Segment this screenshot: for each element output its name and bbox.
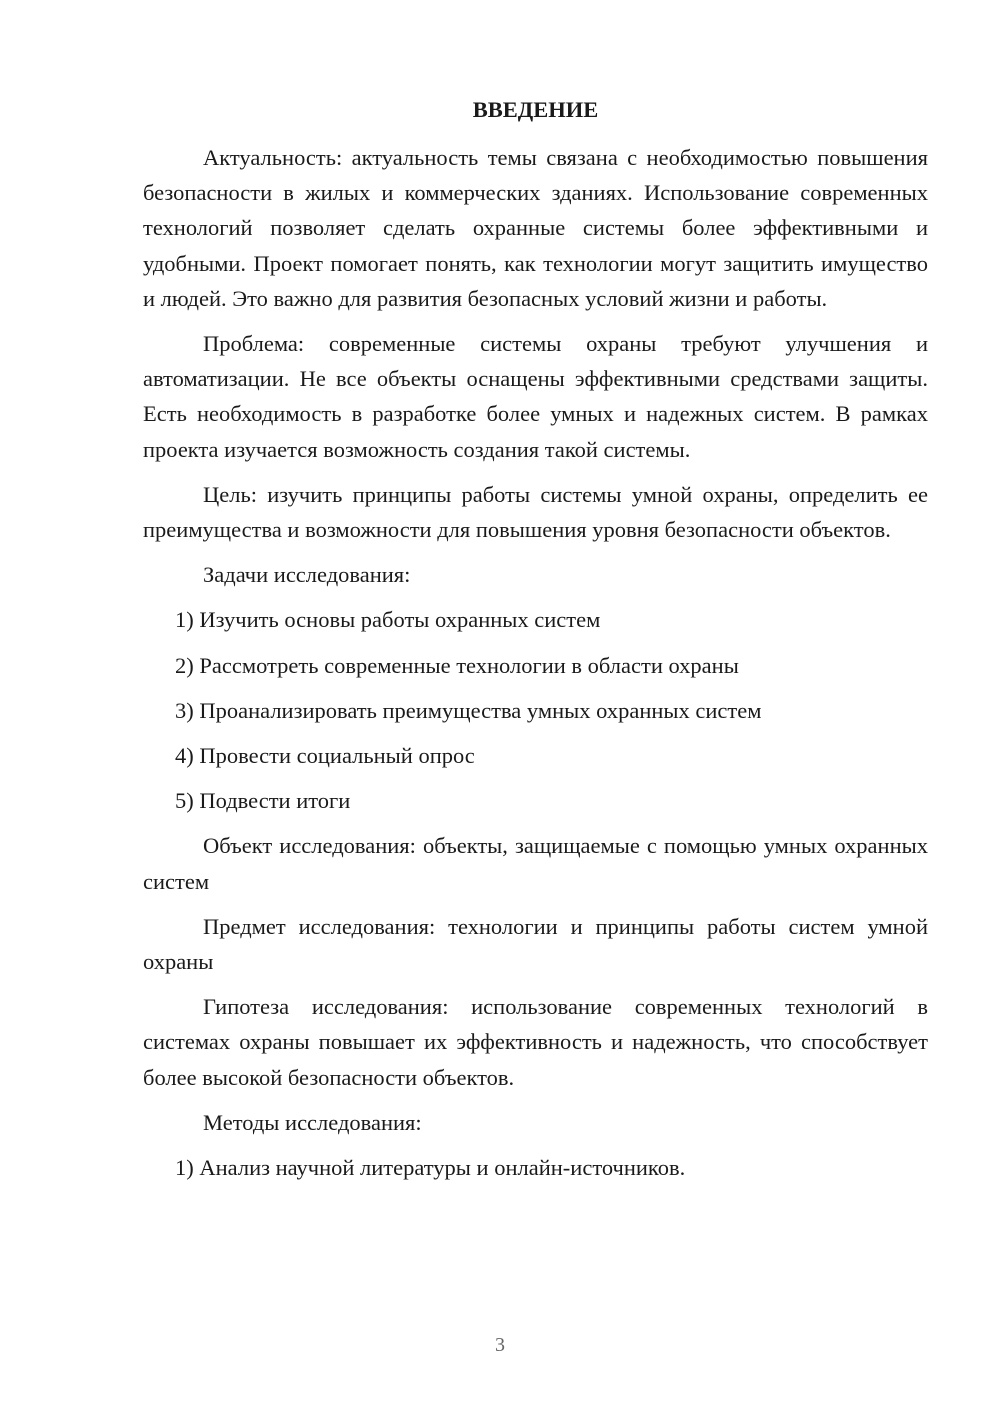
list-item: 2) Рассмотреть современные технологии в области охраны (175, 652, 739, 678)
hypothesis-paragraph: Гипотеза исследования: использование современных технологий в системах охраны повышает их эффективность и надежность, что способствует более высокой безопасности объектов. (143, 994, 928, 1090)
list-item: 5) Подвести итоги (175, 788, 351, 814)
list-item: 4) Провести социальный опрос (175, 743, 475, 769)
list-item: 1) Анализ научной литературы и онлайн-источников. (175, 1155, 686, 1181)
methods-heading: Методы исследования: (203, 1109, 422, 1135)
object-paragraph: Объект исследования: объекты, защищаемые с помощью умных охранных систем (143, 833, 928, 894)
list-item: 1) Изучить основы работы охранных систем (175, 607, 601, 633)
relevance-paragraph: Актуальность: актуальность темы связана с необходимостью повышения безопасности в жилых и коммерческих зданиях. Использование современных технологий позволяет сделать охранные системы более эффективными и удобными. Проект помогает понять, как технологии могут защитить имущество и людей. Это важно для развития безопасных условий жизни и работы. (143, 145, 928, 311)
list-item: 3) Проанализировать преимущества умных охранных систем (175, 697, 762, 723)
document-page (143, 90, 928, 1195)
tasks-list (143, 602, 928, 818)
subject-paragraph: Предмет исследования: технологии и принципы работы систем умной охраны (143, 913, 928, 975)
tasks-heading: Задачи исследования: (203, 562, 411, 588)
methods-list (143, 1150, 928, 1185)
page-title: ВВЕДЕНИЕ (472, 97, 599, 122)
goal-paragraph: Цель: изучить принципы работы системы умной охраны, определить ее преимущества и возможности для повышения уровня безопасности объектов. (143, 481, 928, 543)
problem-paragraph: Проблема: современные системы охраны требуют улучшения и автоматизации. Не все объекты оснащены эффективными средствами защиты. Есть необходимость в разработке более умных и надежных систем. В рамках проекта изучается возможность создания такой системы. (143, 331, 928, 462)
page-number: 3 (495, 1334, 505, 1356)
